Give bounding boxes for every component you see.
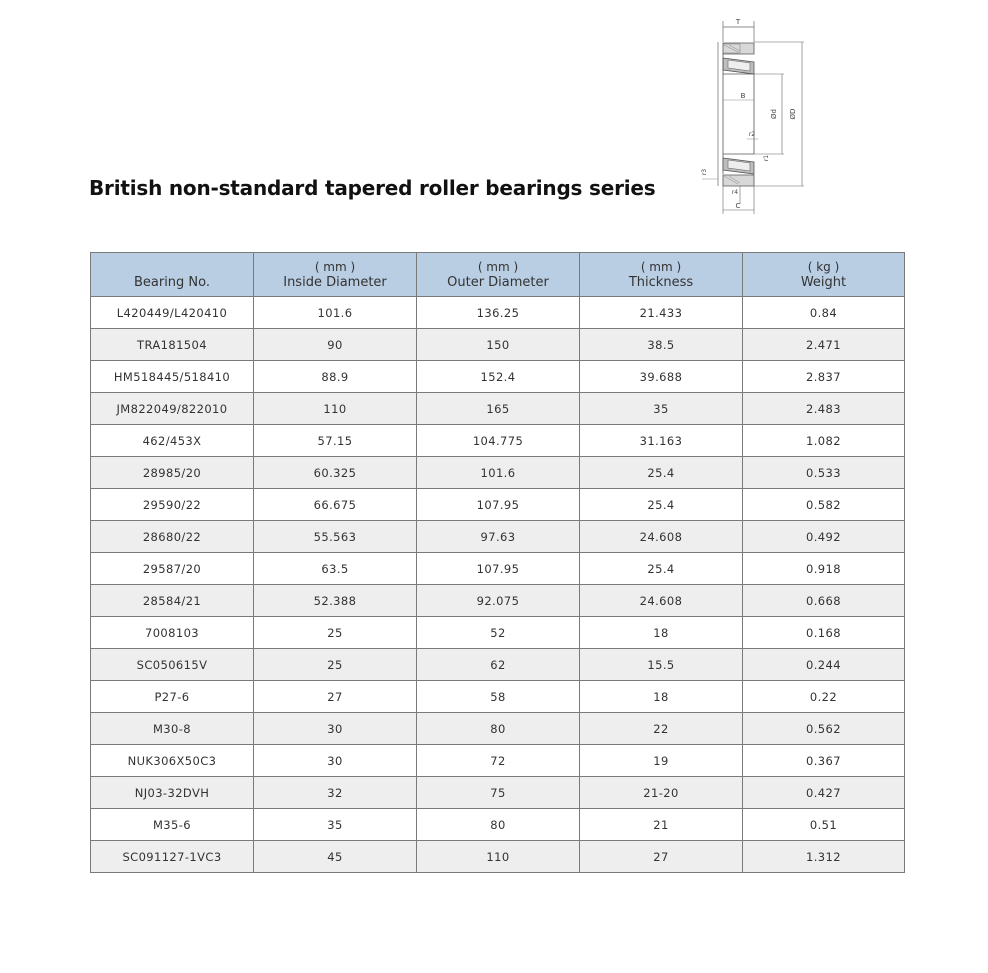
table-cell: 28584/21 xyxy=(91,585,254,617)
table-cell: 104.775 xyxy=(417,425,580,457)
table-cell: 101.6 xyxy=(254,297,417,329)
table-cell: 80 xyxy=(417,713,580,745)
table-header-row xyxy=(91,253,905,297)
table-cell: 21.433 xyxy=(580,297,743,329)
diagram-label-b: B xyxy=(740,92,746,100)
table-row xyxy=(91,329,905,361)
table-row xyxy=(91,553,905,585)
column-unit: ( mm ) xyxy=(314,260,356,274)
bearing-cross-section-diagram xyxy=(696,14,808,216)
table-cell: 19 xyxy=(580,745,743,777)
table-cell: 136.25 xyxy=(417,297,580,329)
table-cell: 2.837 xyxy=(743,361,905,393)
table-cell: 150 xyxy=(417,329,580,361)
table-body xyxy=(91,297,905,873)
table-cell: 15.5 xyxy=(580,649,743,681)
table-cell: 1.312 xyxy=(743,841,905,873)
table-cell: 0.668 xyxy=(743,585,905,617)
table-cell: 88.9 xyxy=(254,361,417,393)
table-row xyxy=(91,585,905,617)
table-cell: 62 xyxy=(417,649,580,681)
diagram-label-r4: r4 xyxy=(731,189,739,196)
table-cell: 0.492 xyxy=(743,521,905,553)
table-cell: 1.082 xyxy=(743,425,905,457)
table-cell: 57.15 xyxy=(254,425,417,457)
table-cell: 27 xyxy=(254,681,417,713)
table-cell: 55.563 xyxy=(254,521,417,553)
table-cell: 7008103 xyxy=(91,617,254,649)
table-cell: JM822049/822010 xyxy=(91,393,254,425)
table-cell: 152.4 xyxy=(417,361,580,393)
table-row xyxy=(91,457,905,489)
table-cell: 28985/20 xyxy=(91,457,254,489)
table-row xyxy=(91,809,905,841)
table-cell: 39.688 xyxy=(580,361,743,393)
table-cell: 107.95 xyxy=(417,553,580,585)
table-cell: 25 xyxy=(254,617,417,649)
table-cell: 0.562 xyxy=(743,713,905,745)
table-cell: 101.6 xyxy=(417,457,580,489)
table-cell: 25 xyxy=(254,649,417,681)
table-cell: 110 xyxy=(254,393,417,425)
table-cell: 97.63 xyxy=(417,521,580,553)
column-label: Thickness xyxy=(628,275,694,290)
diagram-label-c: C xyxy=(735,202,741,210)
table-cell: 25.4 xyxy=(580,489,743,521)
table-cell: 29590/22 xyxy=(91,489,254,521)
table-cell: 38.5 xyxy=(580,329,743,361)
table-cell: 52.388 xyxy=(254,585,417,617)
column-header-0 xyxy=(91,253,254,297)
table-row xyxy=(91,681,905,713)
table-row xyxy=(91,777,905,809)
table-row xyxy=(91,393,905,425)
column-header-1 xyxy=(254,253,417,297)
diagram-label-r1: r1 xyxy=(763,154,770,162)
table-cell: 0.51 xyxy=(743,809,905,841)
column-header-4 xyxy=(743,253,905,297)
table-cell: 35 xyxy=(580,393,743,425)
table-cell: 0.84 xyxy=(743,297,905,329)
table-cell: 110 xyxy=(417,841,580,873)
table-row xyxy=(91,649,905,681)
table-row xyxy=(91,841,905,873)
table-cell: 0.582 xyxy=(743,489,905,521)
table-cell: 24.608 xyxy=(580,585,743,617)
table-cell: 32 xyxy=(254,777,417,809)
table-cell: 90 xyxy=(254,329,417,361)
table-cell: 165 xyxy=(417,393,580,425)
column-label: Outer Diameter xyxy=(447,275,549,290)
table-cell: HM518445/518410 xyxy=(91,361,254,393)
table-row xyxy=(91,745,905,777)
table-cell: 0.918 xyxy=(743,553,905,585)
table-cell: 52 xyxy=(417,617,580,649)
table-cell: M35-6 xyxy=(91,809,254,841)
table-cell: 28680/22 xyxy=(91,521,254,553)
diagram-label-r3: r3 xyxy=(701,168,708,176)
column-header-2 xyxy=(417,253,580,297)
table-cell: 18 xyxy=(580,617,743,649)
table-cell: 0.168 xyxy=(743,617,905,649)
column-header-3 xyxy=(580,253,743,297)
table-cell: 35 xyxy=(254,809,417,841)
bearing-spec-table xyxy=(90,252,905,873)
table-cell: M30-8 xyxy=(91,713,254,745)
table-cell: P27-6 xyxy=(91,681,254,713)
table-cell: 58 xyxy=(417,681,580,713)
table-row xyxy=(91,713,905,745)
table-cell: SC050615V xyxy=(91,649,254,681)
table-cell: 45 xyxy=(254,841,417,873)
table-cell: 0.244 xyxy=(743,649,905,681)
table-cell: 72 xyxy=(417,745,580,777)
column-label: Inside Diameter xyxy=(283,275,387,290)
column-unit: ( mm ) xyxy=(640,260,682,274)
table-cell: 29587/20 xyxy=(91,553,254,585)
table-cell: 22 xyxy=(580,713,743,745)
table-cell: 60.325 xyxy=(254,457,417,489)
table-cell: 25.4 xyxy=(580,457,743,489)
table-cell: NUK306X50C3 xyxy=(91,745,254,777)
diagram-label-d: Ød xyxy=(770,109,778,119)
column-unit: ( kg ) xyxy=(807,260,840,274)
table-row xyxy=(91,361,905,393)
table-cell: 462/453X xyxy=(91,425,254,457)
table-cell: 0.427 xyxy=(743,777,905,809)
page-title: British non-standard tapered roller bearings series xyxy=(89,176,656,200)
table-cell: L420449/L420410 xyxy=(91,297,254,329)
table-row xyxy=(91,489,905,521)
table-row xyxy=(91,617,905,649)
table-cell: 63.5 xyxy=(254,553,417,585)
table-cell: 2.483 xyxy=(743,393,905,425)
table-cell: 21-20 xyxy=(580,777,743,809)
table-cell: 75 xyxy=(417,777,580,809)
table-cell: TRA181504 xyxy=(91,329,254,361)
table-cell: 0.367 xyxy=(743,745,905,777)
diagram-label-r2: r2 xyxy=(748,131,756,138)
table-cell: NJ03-32DVH xyxy=(91,777,254,809)
diagram-label-bigd: ØD xyxy=(789,108,797,120)
table-cell: 31.163 xyxy=(580,425,743,457)
table-cell: 92.075 xyxy=(417,585,580,617)
column-unit: ( mm ) xyxy=(477,260,519,274)
table-row xyxy=(91,297,905,329)
table-cell: 25.4 xyxy=(580,553,743,585)
table-cell: 80 xyxy=(417,809,580,841)
table-cell: 30 xyxy=(254,745,417,777)
table-cell: 107.95 xyxy=(417,489,580,521)
diagram-label-t: T xyxy=(735,18,741,26)
column-label: Bearing No. xyxy=(133,275,211,290)
table-cell: SC091127-1VC3 xyxy=(91,841,254,873)
table-cell: 27 xyxy=(580,841,743,873)
table-row xyxy=(91,521,905,553)
table-cell: 66.675 xyxy=(254,489,417,521)
table-cell: 21 xyxy=(580,809,743,841)
table-row xyxy=(91,425,905,457)
column-label: Weight xyxy=(800,275,847,290)
table-cell: 0.22 xyxy=(743,681,905,713)
table-cell: 30 xyxy=(254,713,417,745)
table-cell: 2.471 xyxy=(743,329,905,361)
table-cell: 24.608 xyxy=(580,521,743,553)
table-cell: 0.533 xyxy=(743,457,905,489)
table-cell: 18 xyxy=(580,681,743,713)
